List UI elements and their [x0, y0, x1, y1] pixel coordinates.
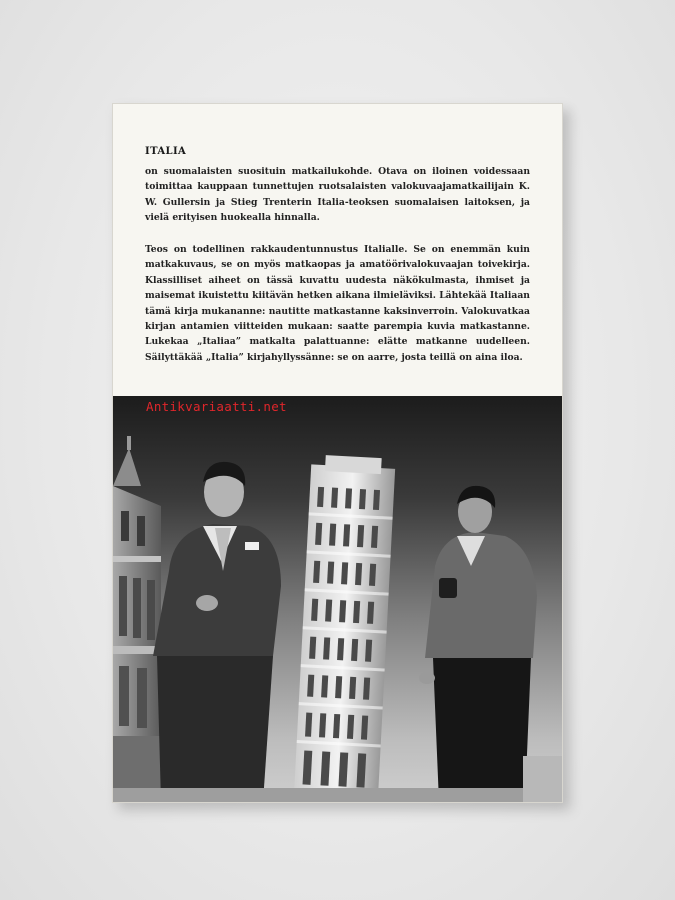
book-back-cover	[112, 103, 563, 803]
blurb-heading: ITALIA	[145, 146, 187, 157]
blurb-paragraph-1: on suomalaisten suosituin matkailukohde. Otava on iloinen voidessaan toimittaa kauppaan tunnettujen ruotsalaisten valokuvaajamatkailijain K. W. Gullersin ja Stieg Trenterin Italia-teoksen suomalaisen laitoksen, ja vielä erityisen huokealla hinnalla.	[145, 166, 530, 224]
blurb-panel	[113, 104, 562, 396]
cover-photo-illustration	[113, 396, 562, 802]
blurb-paragraph-2: Teos on todellinen rakkaudentunnustus Italialle. Se on enemmän kuin matkakuvaus, se on myös matkaopas ja amatöörivalokuvaajan toivekirja. Klassilliset aiheet on tässä kuvattu uudesta näkökulmasta, ihmiset ja maisemat ikuistettu kiitävän hetken aikana ilmieläviksi. Lähtekää Italiaan tämä kirja mukananne: nautitte matkastanne kaksinverroin. Valokuvatkaa kirjan antamien viitteiden mukaan: saatte parempia kuvia matkastanne. Lukekaa „Italiaa” matkalta palattuanne: elätte matkanne uudelleen. Säilyttäkää „Italia” kirjahyllyssänne: se on aarre, josta teillä on aina iloa.	[145, 244, 530, 363]
watermark-text: Antikvariaatti.net	[146, 399, 287, 414]
cover-photo	[113, 396, 562, 802]
leaning-tower	[294, 454, 396, 798]
